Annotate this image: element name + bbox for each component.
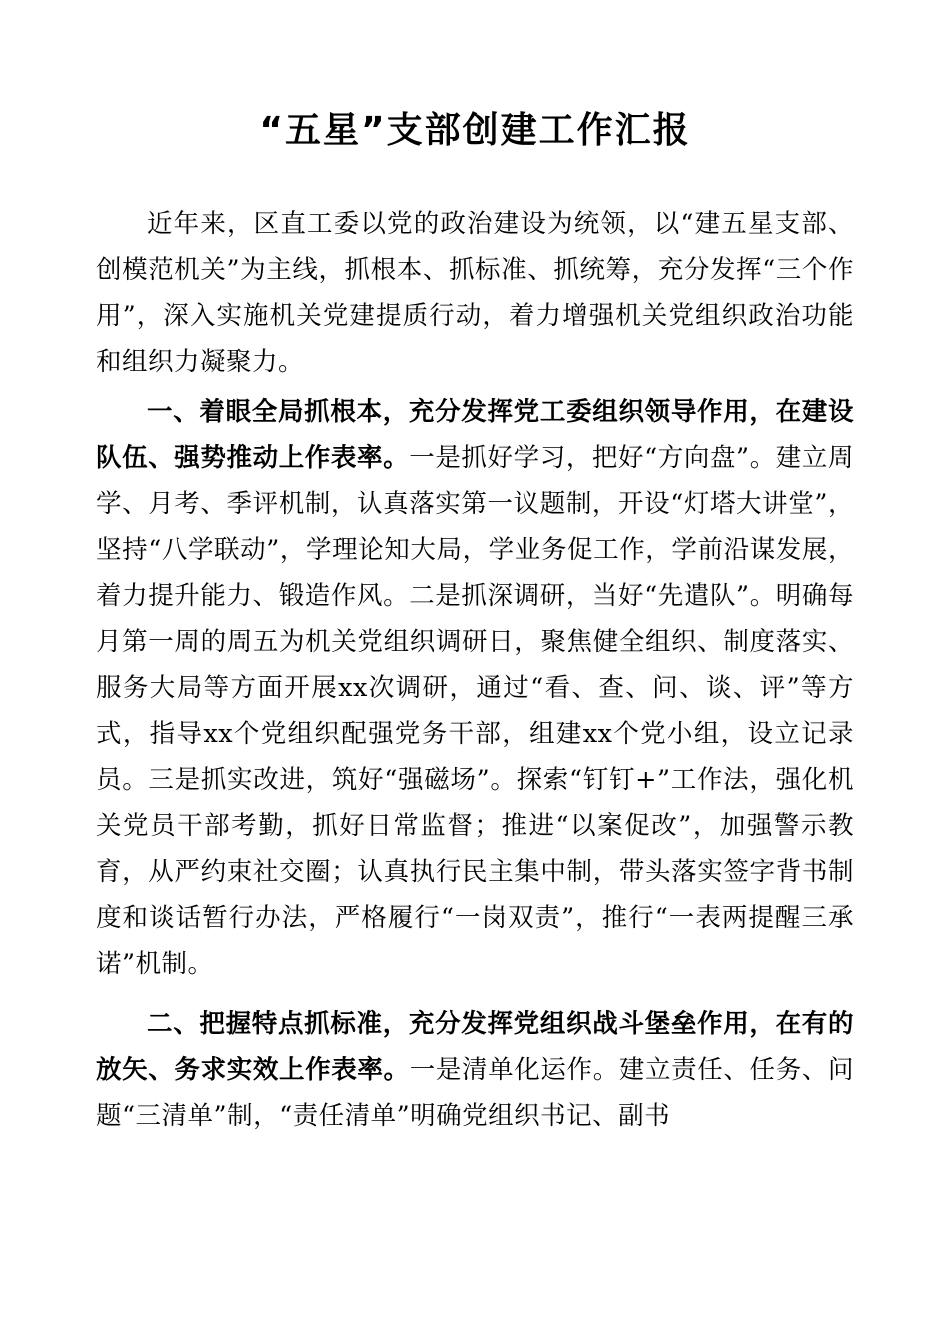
paragraph-section-2 — [96, 1001, 854, 1139]
section-2-lead: 二、把握特点抓标准，充分发挥党组织战斗堡垒作用，在有的放矢、务求实效上作表率。 — [96, 1008, 854, 1085]
section-2-text: 一是清单化运作。建立责任、任务、问题“三清单”制，“责任清单”明确党组织书记、副书 — [96, 1054, 854, 1131]
paragraph-intro-text: 近年来，区直工委以党的政治建设为统领，以“建五星支部、创模范机关”为主线，抓根本、抓标准、抓统筹，充分发挥“三个作用”，深入实施机关党建提质行动，着力增强机关党组织政治功能和组织力凝聚力。 — [96, 208, 854, 377]
paragraph-intro — [96, 201, 854, 385]
page-title: “五星”支部创建工作汇报 — [259, 110, 691, 151]
paragraph-spacer — [96, 991, 854, 1001]
section-1-text: 一是抓好学习，把好“方向盘”。建立周学、月考、季评机制，认真落实第一议题制，开设“灯塔大讲堂”，坚持“八学联动”，学理论知大局，学业务促工作，学前沿谋发展，着力提升能力、锻造作风。二是抓深调研，当好“先遣队”。明确每月第一周的周五为机关党组织调研日，聚焦健全组织、制度落实、服务大局等方面开展xx次调研，通过“看、查、问、谈、评”等方式，指导xx个党组织配强党务干部，组建xx个党小组，设立记录员。三是抓实改进，筑好“强磁场”。探索“钉钉+”工作法，强化机关党员干部考勤，抓好日常监督；推进“以案促改”，加强警示教育，从严约束社交圈；认真执行民主集中制，带头落实签字背书制度和谈话暂行办法，严格履行“一岗双责”，推行“一表两提醒三承诺”机制。 — [96, 442, 854, 979]
paragraph-section-1 — [96, 389, 854, 987]
section-1-lead: 一、着眼全局抓根本，充分发挥党工委组织领导作用，在建设队伍、强势推动上作表率。 — [96, 396, 854, 473]
